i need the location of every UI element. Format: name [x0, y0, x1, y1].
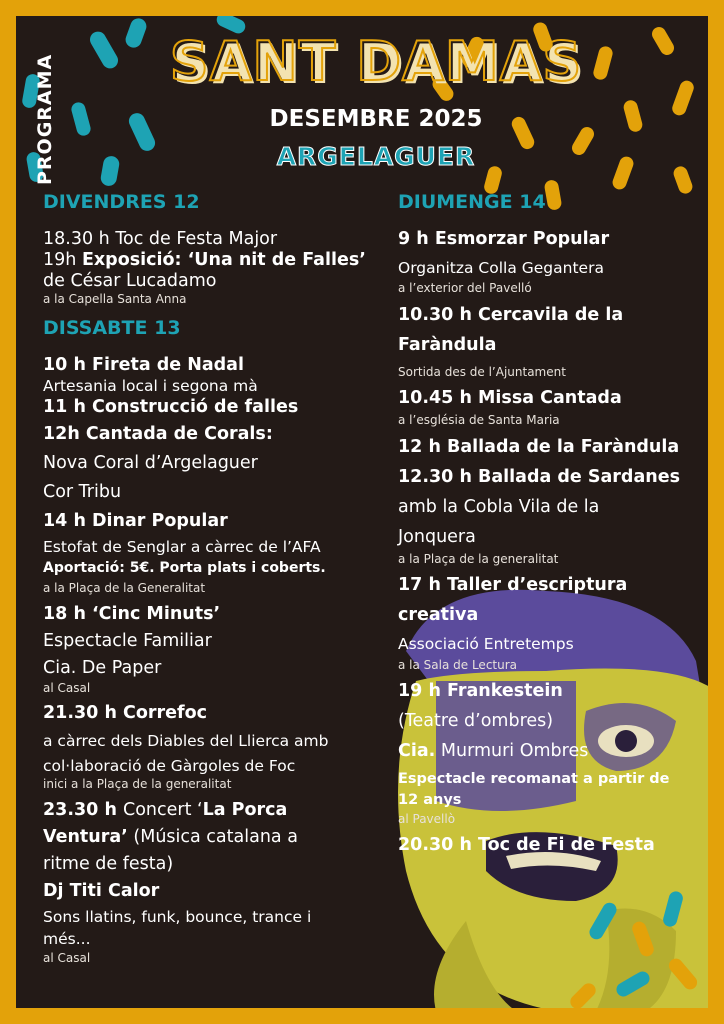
event-title: 10.45 h Missa Cantada [398, 388, 622, 409]
poster [16, 16, 708, 1008]
event-place: a la Plaça de la generalitat [398, 551, 559, 566]
event-description: col·laboració de Gàrgoles de Foc [43, 756, 296, 775]
event-title: 20.30 h Toc de Fi de Festa [398, 835, 655, 856]
event-title: 14 h Dinar Popular [43, 510, 228, 531]
event-title [43, 250, 373, 271]
event-place: a l’església de Santa Maria [398, 413, 560, 428]
day-heading-sunday: DIUMENGE 14 [398, 191, 546, 213]
event-description: Espectacle Familiar [43, 630, 212, 651]
event-title: 10.30 h Cercavila de la [398, 304, 624, 325]
event-place: a la Capella Santa Anna [43, 291, 187, 306]
event-title: 19 h Frankestein [398, 681, 563, 702]
event-description: amb la Cobla Vila de la [398, 496, 600, 517]
poster-title: SANT DAMAS [169, 30, 583, 93]
event-price-note: Aportació: 5€. Porta plats i coberts. [43, 560, 326, 577]
event-description: a càrrec dels Diables del Llierca amb [43, 731, 329, 750]
left-column [43, 192, 373, 973]
event-title: 11 h Construcció de falles [43, 396, 299, 417]
program-side-label: PROGRAMA [34, 53, 56, 185]
event-title: Ventura’ (Música catalana a [43, 826, 298, 847]
event-place: inici a la Plaça de la generalitat [43, 777, 232, 792]
event-description: Sons llatins, funk, bounce, trance i [43, 907, 312, 926]
event-title: 18 h ‘Cinc Minuts’ [43, 603, 221, 624]
event-note: 12 anys [398, 792, 462, 809]
event-place: a la Sala de Lectura [398, 657, 518, 672]
event-title: 12.30 h Ballada de Sardanes [398, 466, 680, 487]
event-place: a l’exterior del Pavelló [398, 281, 532, 296]
right-column [398, 192, 698, 865]
event-description: (Teatre d’ombres) [398, 711, 554, 732]
day-heading-saturday: DISSABTE 13 [43, 317, 181, 340]
event-description: Organitza Colla Gegantera [398, 258, 604, 277]
event-description: de César Lucadamo [43, 270, 217, 291]
event-title: 18.30 h Toc de Festa Major [43, 228, 278, 249]
event-title: 12 h Ballada de la Faràndula [398, 436, 680, 457]
day-heading-friday: DIVENDRES 12 [43, 191, 200, 213]
event-place: al Pavellò [398, 811, 456, 826]
town-name: ARGELAGUER [276, 142, 476, 171]
event-description: ritme de festa) [43, 853, 174, 874]
event-description: Nova Coral d’Argelaguer [43, 452, 258, 473]
event-description: més... [43, 930, 91, 949]
event-description: Artesania local i segona mà [43, 377, 258, 396]
event-title: 12h Cantada de Corals: [43, 423, 273, 444]
event-title: 9 h Esmorzar Popular [398, 228, 610, 249]
event-description: Associació Entretemps [398, 635, 574, 654]
event-place: Sortida des de l’Ajuntament [398, 364, 566, 379]
event-name: Exposició: ‘Una nit de Falles’ [81, 249, 366, 270]
event-description: Cia. Murmuri Ombres [398, 741, 589, 762]
event-place: al Casal [43, 680, 91, 695]
event-place: a la Plaça de la Generalitat [43, 581, 206, 596]
event-title: Dj Titi Calor [43, 880, 160, 901]
event-description: Jonquera [398, 526, 476, 547]
event-note: Espectacle recomanat a partir de [398, 771, 670, 788]
event-title: 17 h Taller d’escriptura [398, 575, 628, 596]
event-description: Estofat de Senglar a càrrec de l’AFA [43, 537, 321, 556]
event-title: 21.30 h Correfoc [43, 702, 208, 723]
event-place: al Casal [43, 950, 91, 965]
event-description: Cor Tribu [43, 481, 122, 502]
event-title: 10 h Fireta de Nadal [43, 355, 244, 376]
event-title: Faràndula [398, 334, 497, 355]
event-description: Cia. De Paper [43, 657, 162, 678]
event-date: DESEMBRE 2025 [269, 106, 483, 132]
event-time: 19h [43, 249, 82, 270]
event-title: 23.30 h Concert ‘La Porca [43, 799, 288, 820]
event-title: creativa [398, 605, 479, 626]
